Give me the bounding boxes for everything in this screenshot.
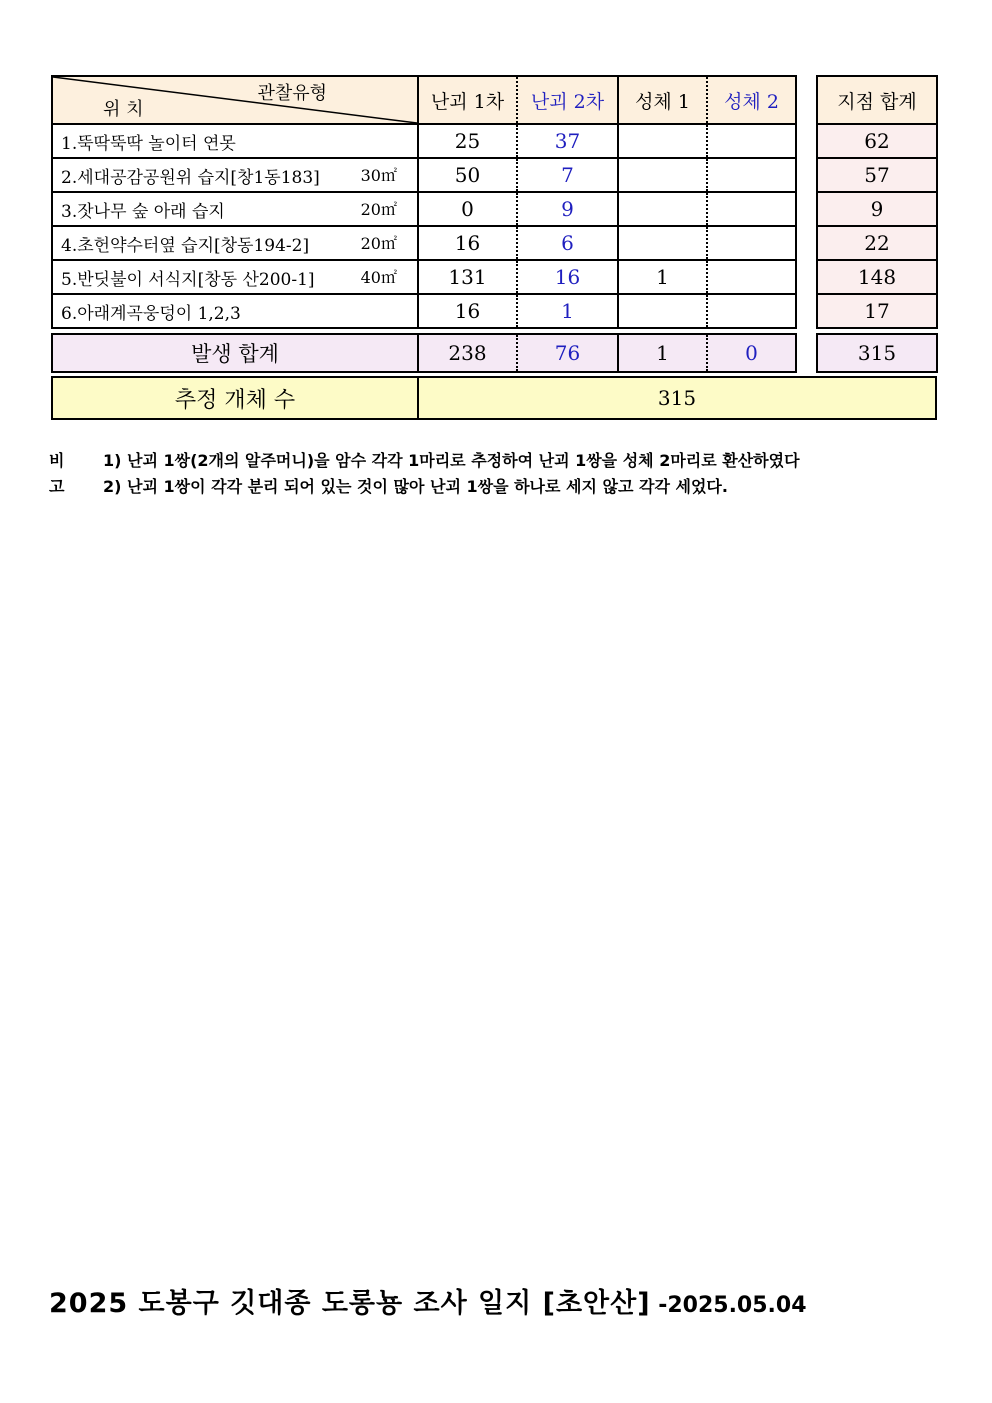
location-area: 40㎡ — [360, 267, 397, 287]
cell-adult-1 — [618, 192, 707, 226]
cell-adult-1: 1 — [618, 260, 707, 294]
cell-adult-1 — [618, 226, 707, 260]
footer-date: -2025.05.04 — [650, 1293, 807, 1318]
cell-egg-1: 16 — [418, 294, 517, 328]
sum-total: 315 — [817, 334, 937, 372]
cell-adult-2 — [707, 124, 796, 158]
column-gap — [796, 294, 817, 328]
cell-egg-2: 9 — [517, 192, 618, 226]
sum-row — [52, 334, 937, 372]
col-header-adult-1: 성체 1 — [618, 76, 707, 124]
estimate-table — [51, 376, 937, 420]
sum-egg-2: 76 — [517, 334, 618, 372]
row-location — [52, 124, 418, 158]
location-label: 위 치 — [103, 99, 144, 120]
row-location — [52, 192, 418, 226]
cell-egg-1: 0 — [418, 192, 517, 226]
cell-site-total: 62 — [817, 124, 937, 158]
cell-egg-2: 7 — [517, 158, 618, 192]
table-row — [52, 226, 937, 260]
cell-adult-2 — [707, 294, 796, 328]
cell-adult-1 — [618, 158, 707, 192]
row-location — [52, 226, 418, 260]
cell-site-total: 17 — [817, 294, 937, 328]
cell-site-total: 22 — [817, 226, 937, 260]
observation-type-label: 관찰유형 — [257, 83, 327, 104]
location-area: 30㎡ — [360, 165, 397, 185]
location-name: 2.세대공감공원위 습지[창1동183] — [61, 167, 320, 188]
location-area: 20㎡ — [360, 233, 397, 253]
diagonal-header-cell — [52, 76, 418, 124]
cell-egg-1: 25 — [418, 124, 517, 158]
row-location — [52, 158, 418, 192]
sum-adult-1: 1 — [618, 334, 707, 372]
cell-adult-1 — [618, 124, 707, 158]
column-gap — [796, 334, 817, 372]
location-name: 3.잣나무 숲 아래 습지 — [61, 201, 225, 222]
col-header-egg-1: 난괴 1차 — [418, 76, 517, 124]
cell-site-total: 57 — [817, 158, 937, 192]
cell-adult-1 — [618, 294, 707, 328]
document-footer-title — [49, 1281, 807, 1320]
col-header-egg-2: 난괴 2차 — [517, 76, 618, 124]
estimate-value: 315 — [418, 377, 936, 419]
table-row — [52, 260, 937, 294]
note-line-1: 1) 난괴 1쌍(2개의 알주머니)을 암수 각각 1마리로 추정하여 난괴 1쌍을 성체 2마리로 환산하였다 — [103, 451, 800, 470]
sum-egg-1: 238 — [418, 334, 517, 372]
cell-egg-2: 6 — [517, 226, 618, 260]
cell-egg-1: 131 — [418, 260, 517, 294]
table-header-row — [52, 76, 937, 124]
col-header-adult-2: 성체 2 — [707, 76, 796, 124]
notes-label: 비고 — [49, 451, 65, 496]
column-gap — [796, 76, 817, 124]
cell-egg-2: 16 — [517, 260, 618, 294]
table-row — [52, 192, 937, 226]
estimate-label: 추정 개체 수 — [52, 377, 418, 419]
cell-adult-2 — [707, 192, 796, 226]
table-row — [52, 124, 937, 158]
cell-site-total: 148 — [817, 260, 937, 294]
cell-egg-1: 16 — [418, 226, 517, 260]
table-row — [52, 294, 937, 328]
location-name: 4.초헌약수터옆 습지[창동194-2] — [61, 235, 310, 256]
cell-adult-2 — [707, 226, 796, 260]
cell-adult-2 — [707, 158, 796, 192]
cell-egg-2: 37 — [517, 124, 618, 158]
column-gap — [796, 124, 817, 158]
cell-egg-1: 50 — [418, 158, 517, 192]
footer-title-text: 2025 도봉구 깃대종 도롱뇽 조사 일지 [초안산] — [49, 1288, 651, 1319]
column-gap — [796, 226, 817, 260]
column-gap — [796, 260, 817, 294]
col-header-site-total: 지점 합계 — [817, 76, 937, 124]
column-gap — [796, 192, 817, 226]
row-location — [52, 260, 418, 294]
cell-adult-2 — [707, 260, 796, 294]
survey-table — [51, 75, 938, 373]
cell-site-total: 9 — [817, 192, 937, 226]
location-name: 5.반딧불이 서식지[창동 산200-1] — [61, 269, 315, 290]
location-name: 6.아래계곡웅덩이 1,2,3 — [61, 303, 241, 324]
sum-adult-2: 0 — [707, 334, 796, 372]
estimate-row — [52, 377, 936, 419]
cell-egg-2: 1 — [517, 294, 618, 328]
table-row — [52, 158, 937, 192]
note-line-2: 2) 난괴 1쌍이 각각 분리 되어 있는 것이 많아 난괴 1쌍을 하나로 세지 않고 각각 세었다. — [103, 477, 728, 496]
column-gap — [796, 158, 817, 192]
location-name: 1.뚝딱뚝딱 놀이터 연못 — [61, 133, 236, 154]
row-location — [52, 294, 418, 328]
location-area: 20㎡ — [360, 199, 397, 219]
sum-label: 발생 합계 — [52, 334, 418, 372]
